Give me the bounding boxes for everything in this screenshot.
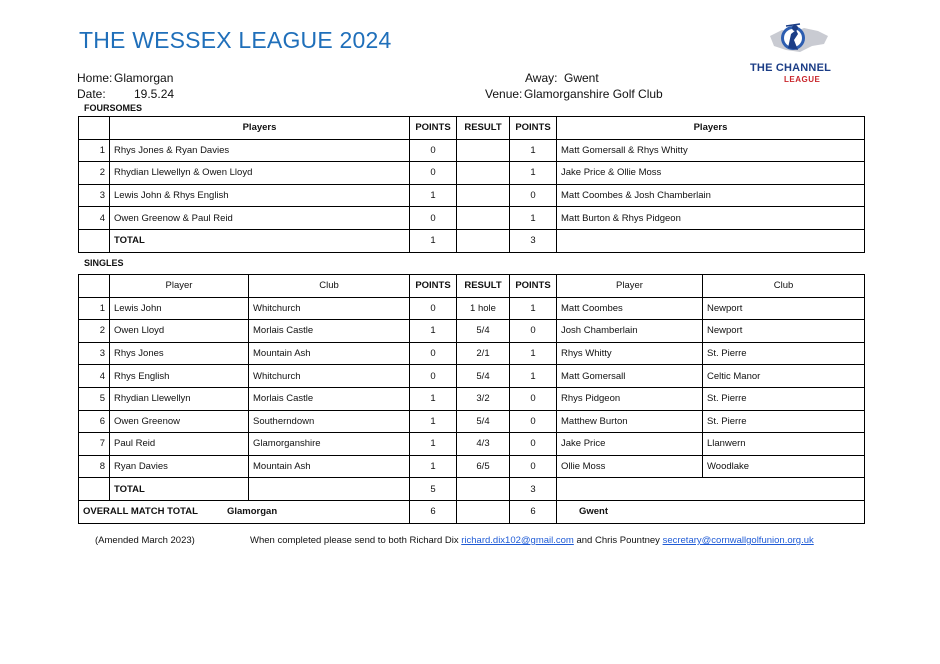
total-label: TOTAL (110, 229, 410, 252)
away-player: Josh Chamberlain (557, 320, 703, 343)
result: 4/3 (457, 433, 510, 456)
logo-text: THE CHANNEL (750, 62, 832, 74)
row-number: 8 (79, 455, 110, 478)
away-player: Matt Gomersall (557, 365, 703, 388)
table-row (79, 387, 865, 410)
header-players-away: Players (557, 117, 865, 140)
away-points: 1 (510, 139, 557, 162)
singles-total-row (79, 478, 865, 501)
header-club-home: Club (249, 275, 410, 298)
home-points: 1 (410, 320, 457, 343)
home-player: Owen Greenow (110, 410, 249, 433)
away-player: Matt Coombes (557, 297, 703, 320)
result (457, 162, 510, 185)
venue-value: Glamorganshire Golf Club (524, 87, 663, 101)
total-result-blank (457, 478, 510, 501)
away-points: 1 (510, 342, 557, 365)
row-number: 4 (79, 365, 110, 388)
home-player: Rhys Jones (110, 342, 249, 365)
golfer-map-icon (748, 22, 844, 64)
overall-total-row (79, 500, 865, 523)
result (457, 139, 510, 162)
away-pair: Jake Price & Ollie Moss (557, 162, 865, 185)
result: 5/4 (457, 410, 510, 433)
home-player: Owen Lloyd (110, 320, 249, 343)
home-points: 0 (410, 297, 457, 320)
home-player: Ryan Davies (110, 455, 249, 478)
home-points: 1 (410, 433, 457, 456)
header-points-away: POINTS (510, 117, 557, 140)
away-points: 1 (510, 365, 557, 388)
result: 1 hole (457, 297, 510, 320)
overall-home-team: Glamorgan (226, 506, 278, 518)
table-row (79, 365, 865, 388)
row-number: 7 (79, 433, 110, 456)
table-row (79, 320, 865, 343)
result: 2/1 (457, 342, 510, 365)
row-number: 5 (79, 387, 110, 410)
result: 5/4 (457, 320, 510, 343)
singles-section-label: SINGLES (84, 258, 124, 268)
footer-text-1: When completed please send to both Richard Dix (250, 535, 459, 546)
home-points: 1 (410, 455, 457, 478)
home-pair: Lewis John & Rhys English (110, 184, 410, 207)
foursomes-total-row (79, 229, 865, 252)
singles-header-row (79, 275, 865, 298)
amended-note: (Amended March 2023) (95, 535, 195, 546)
header-club-away: Club (703, 275, 865, 298)
away-club: St. Pierre (703, 387, 865, 410)
away-club: Woodlake (703, 455, 865, 478)
row-number: 2 (79, 162, 110, 185)
row-number: 3 (79, 184, 110, 207)
home-player: Lewis John (110, 297, 249, 320)
away-points: 0 (510, 433, 557, 456)
home-label: Home: (77, 71, 113, 85)
header-players-home: Players (110, 117, 410, 140)
table-row (79, 410, 865, 433)
away-player: Rhys Whitty (557, 342, 703, 365)
away-player: Rhys Pidgeon (557, 387, 703, 410)
home-club: Morlais Castle (249, 387, 410, 410)
away-player: Jake Price (557, 433, 703, 456)
row-number: 6 (79, 410, 110, 433)
home-value: Glamorgan (114, 71, 174, 85)
header-points-home: POINTS (410, 117, 457, 140)
away-player: Matthew Burton (557, 410, 703, 433)
home-points: 0 (410, 365, 457, 388)
home-points: 0 (410, 342, 457, 365)
overall-total-label: OVERALL MATCH TOTAL (83, 506, 198, 518)
away-pair: Matt Coombes & Josh Chamberlain (557, 184, 865, 207)
total-home-points: 1 (410, 229, 457, 252)
home-points: 0 (410, 207, 457, 230)
table-row (79, 184, 865, 207)
home-pair: Rhys Jones & Ryan Davies (110, 139, 410, 162)
channel-league-logo (748, 22, 844, 86)
away-points: 0 (510, 455, 557, 478)
overall-away-points: 6 (510, 500, 557, 523)
away-pair: Matt Burton & Rhys Pidgeon (557, 207, 865, 230)
row-number: 3 (79, 342, 110, 365)
home-player: Rhys English (110, 365, 249, 388)
total-away-points: 3 (510, 229, 557, 252)
home-points: 1 (410, 184, 457, 207)
overall-total-cell (79, 500, 410, 523)
home-points: 1 (410, 410, 457, 433)
total-away-blank (557, 229, 865, 252)
total-away-blank (557, 478, 865, 501)
overall-home-points: 6 (410, 500, 457, 523)
total-result-blank (457, 229, 510, 252)
header-num (79, 117, 110, 140)
result: 5/4 (457, 365, 510, 388)
header-player-home: Player (110, 275, 249, 298)
away-points: 0 (510, 320, 557, 343)
away-club: Newport (703, 297, 865, 320)
footer-instructions (250, 535, 814, 546)
total-club-blank (249, 478, 410, 501)
email-link-secretary[interactable]: secretary@cornwallgolfunion.org.uk (662, 535, 814, 546)
singles-table (78, 274, 865, 524)
away-value: Gwent (564, 71, 599, 85)
home-pair: Owen Greenow & Paul Reid (110, 207, 410, 230)
home-points: 1 (410, 387, 457, 410)
away-club: St. Pierre (703, 410, 865, 433)
header-num (79, 275, 110, 298)
away-club: Celtic Manor (703, 365, 865, 388)
table-row (79, 139, 865, 162)
result: 6/5 (457, 455, 510, 478)
home-club: Whitchurch (249, 365, 410, 388)
venue-label: Venue: (485, 87, 523, 101)
table-row (79, 433, 865, 456)
away-points: 1 (510, 162, 557, 185)
table-row (79, 455, 865, 478)
home-club: Mountain Ash (249, 455, 410, 478)
foursomes-table (78, 116, 865, 253)
table-row (79, 162, 865, 185)
away-points: 0 (510, 410, 557, 433)
row-number: 4 (79, 207, 110, 230)
email-link-richard[interactable]: richard.dix102@gmail.com (461, 535, 574, 546)
table-row (79, 207, 865, 230)
away-club: Llanwern (703, 433, 865, 456)
home-club: Morlais Castle (249, 320, 410, 343)
result (457, 207, 510, 230)
date-label: Date: (77, 87, 106, 101)
header-result: RESULT (457, 275, 510, 298)
header-result: RESULT (457, 117, 510, 140)
home-points: 0 (410, 139, 457, 162)
page-title: THE WESSEX LEAGUE 2024 (79, 27, 392, 53)
home-club: Glamorganshire (249, 433, 410, 456)
header-player-away: Player (557, 275, 703, 298)
table-row (79, 342, 865, 365)
row-number: 1 (79, 297, 110, 320)
footer-text-2: and Chris Pountney (576, 535, 660, 546)
overall-away-team: Gwent (557, 500, 865, 523)
home-player: Paul Reid (110, 433, 249, 456)
logo-subtext: LEAGUE (784, 75, 821, 84)
date-value: 19.5.24 (134, 87, 175, 101)
row-number: 1 (79, 139, 110, 162)
away-points: 0 (510, 387, 557, 410)
header-points-home: POINTS (410, 275, 457, 298)
away-player: Ollie Moss (557, 455, 703, 478)
overall-result-blank (457, 500, 510, 523)
table-row (79, 297, 865, 320)
home-player: Rhydian Llewellyn (110, 387, 249, 410)
away-points: 1 (510, 297, 557, 320)
total-away-points: 3 (510, 478, 557, 501)
row-number: 2 (79, 320, 110, 343)
away-pair: Matt Gomersall & Rhys Whitty (557, 139, 865, 162)
total-blank (79, 229, 110, 252)
home-club: Whitchurch (249, 297, 410, 320)
home-club: Southerndown (249, 410, 410, 433)
total-label: TOTAL (110, 478, 249, 501)
total-home-points: 5 (410, 478, 457, 501)
home-pair: Rhydian Llewellyn & Owen Lloyd (110, 162, 410, 185)
home-points: 0 (410, 162, 457, 185)
away-points: 0 (510, 184, 557, 207)
result: 3/2 (457, 387, 510, 410)
header-points-away: POINTS (510, 275, 557, 298)
result (457, 184, 510, 207)
home-club: Mountain Ash (249, 342, 410, 365)
away-points: 1 (510, 207, 557, 230)
foursomes-header-row (79, 117, 865, 140)
away-label: Away: (525, 71, 558, 85)
total-blank (79, 478, 110, 501)
away-club: Newport (703, 320, 865, 343)
away-club: St. Pierre (703, 342, 865, 365)
foursomes-section-label: FOURSOMES (84, 103, 143, 113)
